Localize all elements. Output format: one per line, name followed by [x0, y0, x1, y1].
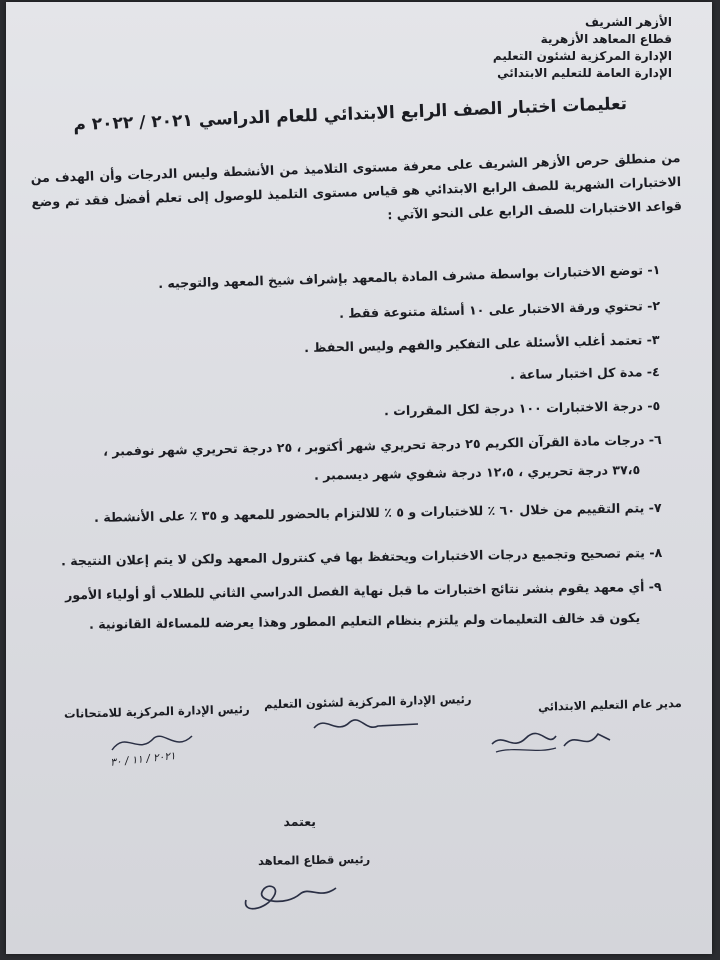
rule-item-9: ٩- أي معهد يقوم بنشر نتائج اختبارات ما قبل نهاية الفصل الدراسي الثاني للطلاب أو أولياء الأمور — [65, 579, 663, 603]
signature-scribble-education-head — [306, 708, 426, 742]
rule-item-7: ٧- يتم التقييم من خلال ٦٠ ٪ للاختبارات و ٥ ٪ للالتزام بالحضور للمعهد و ٣٥ ٪ على الأنشطة . — [94, 500, 663, 525]
rule-item-6: ٦- درجات مادة القرآن الكريم ٢٥ درجة تحريري شهر أكتوبر ، ٢٥ درجة تحريري شهر نوفمبر ، — [103, 432, 663, 459]
letterhead-line-general-admin: الإدارة العامة للتعليم الابتدائي — [497, 66, 672, 80]
rule-item-2: ٢- تحتوي ورقة الاختبار على ١٠ أسئلة متنوعة فقط . — [338, 298, 661, 321]
letterhead — [442, 14, 672, 82]
handwritten-date: ٢٠٢١ / ١١ / ٣٠ — [109, 750, 177, 769]
document-title: تعليمات اختبار الصف الرابع الابتدائي للعام الدراسي ٢٠٢١ / ٢٠٢٢ م — [73, 94, 628, 136]
intro-paragraph: من منطلق حرص الأزهر الشريف على معرفة مستوى التلاميذ من الأنشطة وليس الدرجات وأن الهدف من الاختبارات الشهرية للصف الرابع الابتدائي هو قياس مستوى التلميذ للوصول إلى تعلم أفضل فقد تم وضع قواعد الاختبارات للصف الرابع على النحو الآتي : — [30, 149, 683, 223]
rule-item-4: ٤- مدة كل اختبار ساعة . — [510, 364, 661, 383]
signature-title-education-head: رئيس الإدارة المركزية لشئون التعليم — [264, 692, 473, 712]
signature-title-primary-director: مدير عام التعليم الابتدائي — [538, 696, 683, 714]
rule-item-3: ٣- تعتمد أغلب الأسئلة على التفكير والفهم وليس الحفظ . — [304, 332, 661, 356]
signature-title-sector-head: رئيس قطاع المعاهد — [257, 852, 371, 868]
approval-label: يعتمد — [283, 814, 316, 829]
rule-item-9-continued: يكون قد خالف التعليمات ولم يلتزم بنظام التعليم المطور وهذا يعرضه للمساءلة القانونية . — [88, 610, 641, 632]
letterhead-line-azhar: الأزهر الشريف — [584, 15, 672, 29]
signature-scribble-primary-director — [486, 722, 616, 762]
document-page — [6, 2, 712, 954]
rule-item-1: ١- توضع الاختبارات بواسطة مشرف المادة بالمعهد بإشراف شيخ المعهد والتوجيه . — [157, 262, 661, 292]
signature-title-exams-head: رئيس الإدارة المركزية للامتحانات — [64, 702, 251, 721]
rule-item-6-continued: ٣٧،٥ درجة تحريري ، ١٢،٥ درجة شفوي شهر ديسمبر . — [313, 462, 641, 483]
signature-scribble-sector-head — [236, 870, 356, 918]
letterhead-line-central-admin: الإدارة المركزية لشئون التعليم — [492, 49, 672, 63]
letterhead-line-sector: قطاع المعاهد الأزهرية — [540, 32, 672, 46]
rule-item-8: ٨- يتم تصحيح وتجميع درجات الاختبارات ويحتفظ بها في كنترول المعهد ولكن لا يتم إعلان النتيجة . — [60, 545, 663, 569]
rule-item-5: ٥- درجة الاختبارات ١٠٠ درجة لكل المقررات . — [383, 398, 661, 419]
